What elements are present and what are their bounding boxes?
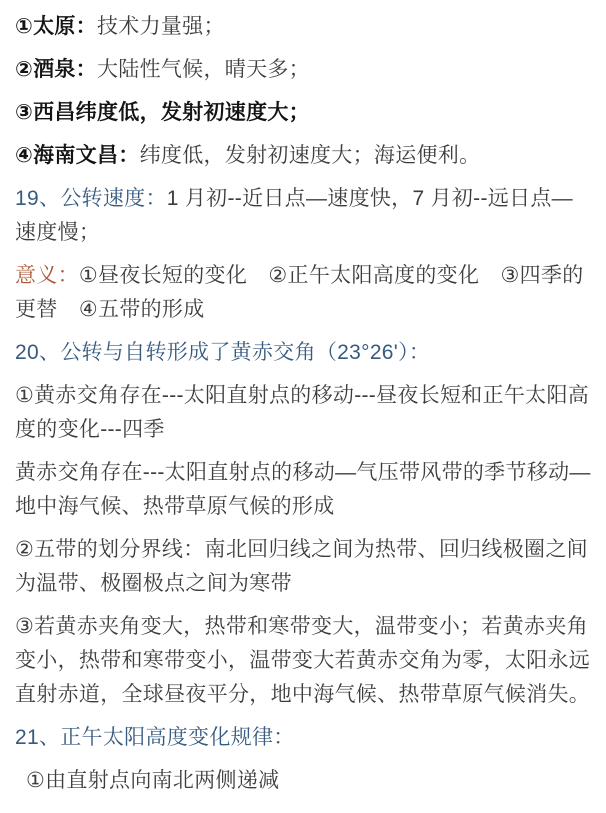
item-20-point-1-climate	[15, 456, 593, 524]
text-segment-bold: ②酒泉：	[15, 58, 97, 81]
text-segment-normal: ①黄赤交角存在---太阳直射点的移动---昼夜长短和正午太阳高度的变化---四季	[15, 384, 590, 441]
text-segment-blue: 20、公转与自转形成了黄赤交角（23°26'）：	[15, 341, 431, 364]
item-21-noon-sun-altitude-heading	[15, 721, 593, 755]
text-segment-normal: 1 月初--近日点—速度快，7 月初--远日点—速度慢；	[15, 187, 573, 244]
item-19-revolution-speed	[15, 182, 593, 250]
item-20-point-1-seasons	[15, 379, 593, 447]
launch-site-jiuquan	[15, 53, 593, 87]
text-segment-normal: 大陆性气候，晴天多；	[96, 58, 310, 81]
document-body	[15, 10, 593, 798]
text-segment-normal: ①由直射点向南北两侧递减	[26, 769, 280, 792]
text-segment-normal: ①昼夜长短的变化 ②正午太阳高度的变化 ③四季的更替 ④五带的形成	[15, 264, 584, 321]
text-segment-bold: ③西昌纬度低，发射初速度大；	[15, 101, 310, 124]
text-segment-blue: 19、公转速度：	[15, 187, 167, 210]
text-segment-bold: ④海南文昌：	[15, 144, 140, 167]
text-segment-orange: 意义：	[15, 264, 79, 287]
text-segment-normal: 纬度低，发射初速度大；海运便利。	[139, 144, 481, 167]
text-segment-normal: ②五带的划分界线：南北回归线之间为热带、回归线极圈之间为温带、极圈极点之间为寒带	[15, 538, 588, 595]
launch-site-hainan-wenchang	[15, 139, 593, 173]
text-segment-normal: 技术力量强；	[96, 15, 225, 38]
item-20-obliquity-heading	[15, 336, 593, 370]
launch-site-taiyuan	[15, 10, 593, 44]
text-segment-normal: ③若黄赤夹角变大，热带和寒带变大，温带变小；若黄赤夹角变小，热带和寒带变小，温带变大若黄赤交角为零，太阳永远直射赤道，全球昼夜平分，地中海气候、热带草原气候消失。	[15, 615, 591, 706]
item-19-significance	[15, 259, 593, 327]
item-20-point-3-angle-change	[15, 610, 593, 712]
launch-site-xichang	[15, 96, 593, 130]
item-21-point-1-decrease	[15, 764, 593, 798]
text-segment-normal: 黄赤交角存在---太阳直射点的移动—气压带风带的季节移动—地中海气候、热带草原气候的形成	[15, 461, 591, 518]
item-20-point-2-five-zones	[15, 533, 593, 601]
text-segment-bold: ①太原：	[15, 15, 97, 38]
text-segment-blue: 21、正午太阳高度变化规律：	[15, 726, 295, 749]
